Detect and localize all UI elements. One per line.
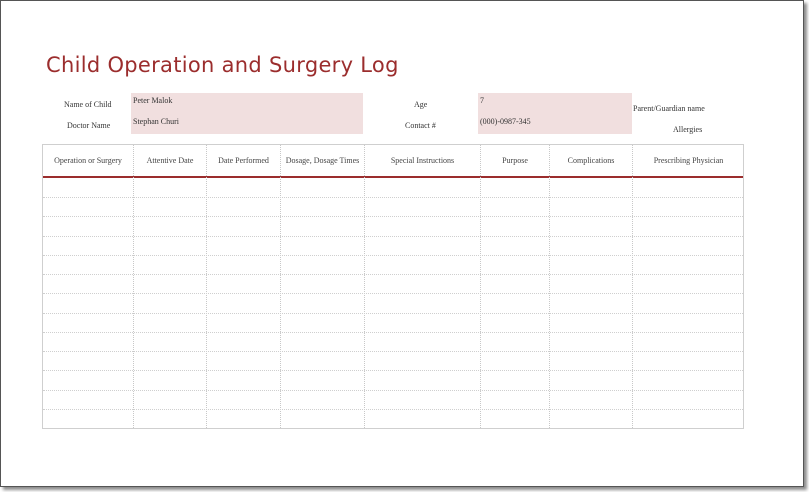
- age-label: Age: [414, 100, 428, 109]
- name-of-child-field[interactable]: Peter Malok: [131, 93, 363, 114]
- table-row[interactable]: [43, 255, 743, 256]
- parent-guardian-label: Parent/Guardian name: [633, 104, 705, 113]
- column-divider: [549, 145, 550, 428]
- table-row[interactable]: [43, 197, 743, 198]
- table-row[interactable]: [43, 313, 743, 314]
- allergies-label: Allergies: [673, 125, 703, 134]
- header-operation: Operation or Surgery: [54, 156, 122, 165]
- age-field[interactable]: 7: [478, 93, 632, 114]
- column-divider: [133, 145, 134, 428]
- header-dosage: Dosage, Dosage Times: [285, 156, 360, 165]
- doctor-name-label: Doctor Name: [67, 121, 111, 130]
- name-of-child-label: Name of Child: [64, 100, 112, 109]
- contact-field[interactable]: (000)-0987-345: [478, 114, 632, 134]
- table-row[interactable]: [43, 390, 743, 391]
- column-divider: [632, 145, 633, 428]
- table-header-row: [43, 145, 743, 178]
- header-purpose: Purpose: [502, 156, 528, 165]
- table-row[interactable]: [43, 236, 743, 237]
- header-special-instructions: Special Instructions: [390, 156, 455, 165]
- page-title: Child Operation and Surgery Log: [46, 53, 399, 77]
- surgery-log-table: [42, 144, 744, 429]
- table-row[interactable]: [43, 274, 743, 275]
- header-complications: Complications: [567, 156, 615, 165]
- table-row[interactable]: [43, 293, 743, 294]
- table-row[interactable]: [43, 428, 743, 429]
- column-divider: [480, 145, 481, 428]
- column-divider: [364, 145, 365, 428]
- table-row[interactable]: [43, 370, 743, 371]
- table-row[interactable]: [43, 216, 743, 217]
- column-divider: [206, 145, 207, 428]
- header-date-performed: Date Performed: [218, 156, 269, 165]
- column-divider: [280, 145, 281, 428]
- table-row[interactable]: [43, 332, 743, 333]
- table-row[interactable]: [43, 351, 743, 352]
- header-attentive-date: Attentive Date: [146, 156, 194, 165]
- contact-label: Contact #: [405, 121, 436, 130]
- doctor-name-field[interactable]: Stephan Churi: [131, 114, 363, 134]
- table-row[interactable]: [43, 409, 743, 410]
- header-prescribing-physician: Prescribing Physician: [653, 156, 724, 165]
